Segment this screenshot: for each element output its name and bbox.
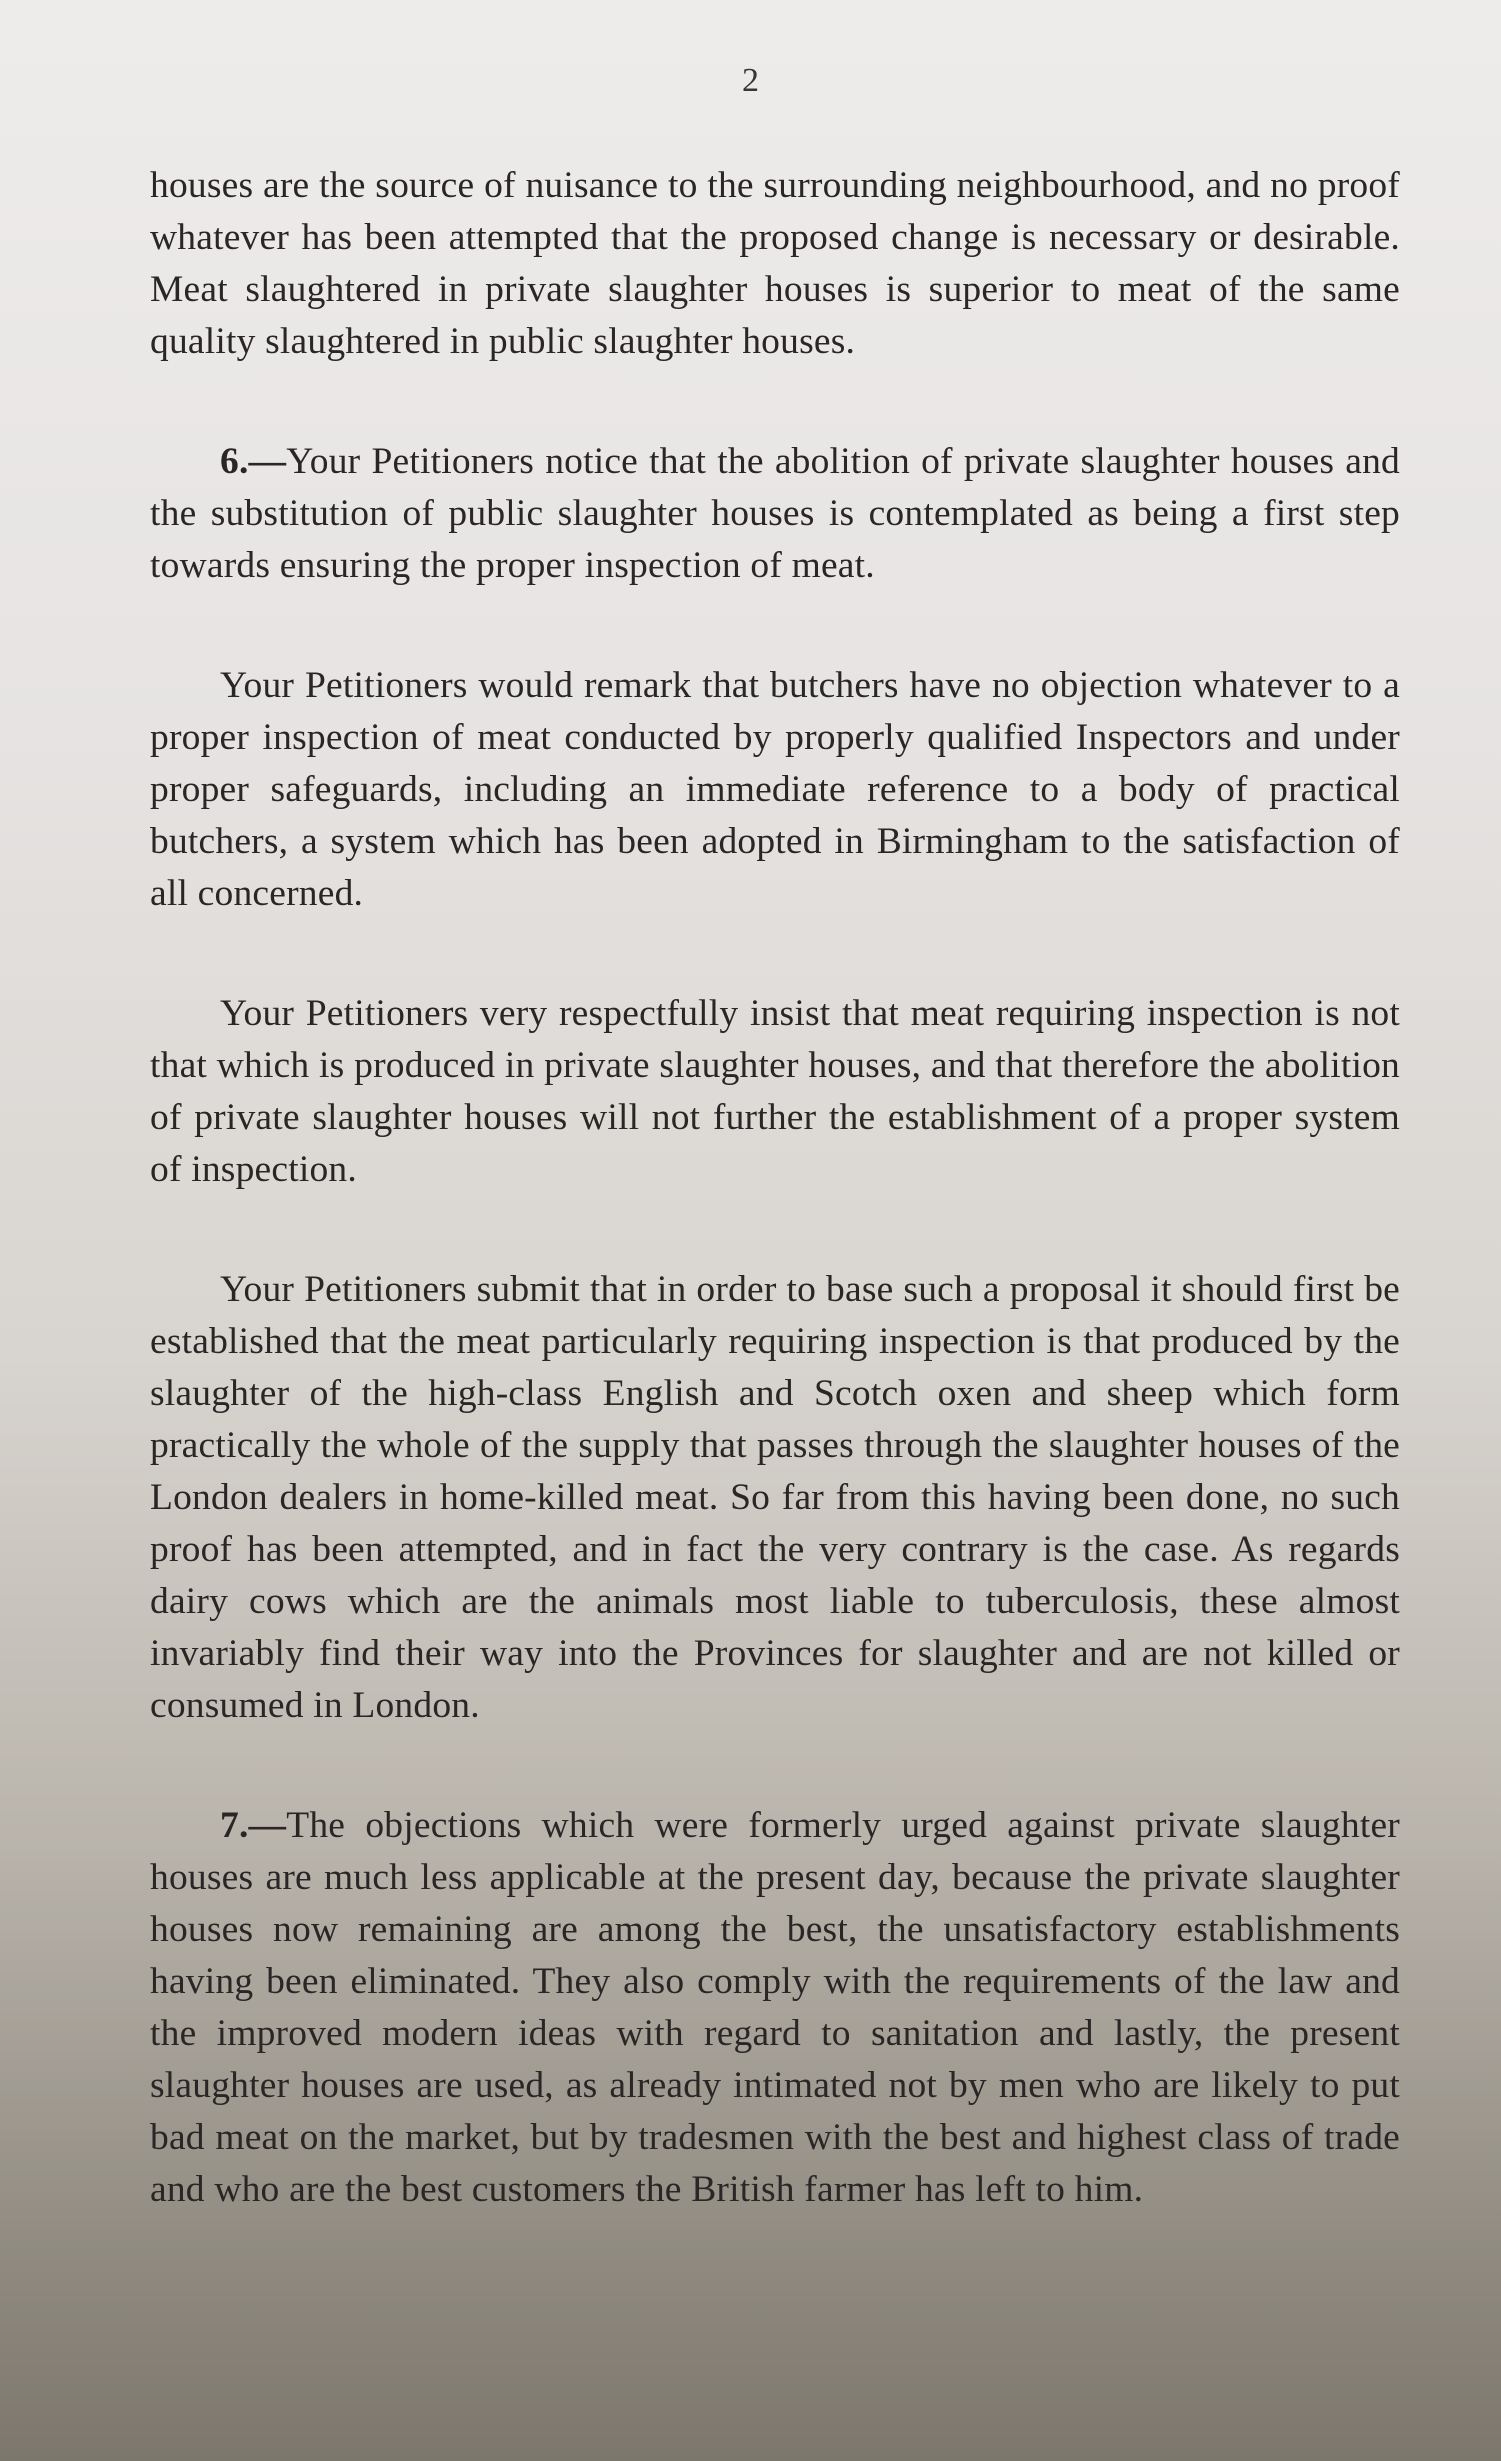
paragraph-text: Your Petitioners notice that the abolition of private slaughter houses and the substitution of public slaughter houses is contemplated as being a first step towards ensuring the proper inspection of meat. — [150, 441, 1400, 586]
paragraph-butchers-remark — [150, 660, 1400, 920]
paragraph-text: Your Petitioners very respectfully insist that meat requiring inspection is not that which is produced in private slaughter houses, and that therefore the abolition of private slaughter houses will not further the establishment of a proper system of inspection. — [150, 993, 1400, 1190]
paragraph-submit — [150, 1264, 1400, 1732]
paragraph-number: 7.— — [220, 1805, 287, 1846]
paragraph-insist — [150, 988, 1400, 1196]
paragraph-text: Your Petitioners submit that in order to base such a proposal it should first be established that the meat particularly requiring inspection is that produced by the slaughter of the high-class English and Scotch oxen and sheep which form practically the whole of the supply that passes through the slaughter houses of the London dealers in home-killed meat. So far from this having been done, no such proof has been attempted, and in fact the very contrary is the case. As regards dairy cows which are the animals most liable to tuberculosis, these almost invariably find their way into the Provinces for slaughter and are not killed or consumed in London. — [150, 1269, 1400, 1726]
paragraph-continuation — [150, 160, 1400, 368]
paragraph-7 — [150, 1800, 1400, 2216]
page-number: 2 — [742, 62, 759, 99]
paragraph-text: The objections which were formerly urged against private slaughter houses are much less applicable at the present day, because the private slaughter houses now remaining are among the best, the unsatisfactory establishments having been eliminated. They also comply with the requirements of the law and the improved modern ideas with regard to sanitation and lastly, the present slaughter houses are used, as already intimated not by men who are likely to put bad meat on the market, but by tradesmen with the best and highest class of trade and who are the best customers the British farmer has left to him. — [150, 1805, 1400, 2210]
paragraph-6 — [150, 436, 1400, 592]
paragraph-text: Your Petitioners would remark that butchers have no objection whatever to a proper inspection of meat conducted by properly qualified Inspectors and under proper safeguards, including an immediate reference to a body of practical butchers, a system which has been adopted in Birmingham to the satisfaction of all concerned. — [150, 665, 1400, 914]
petition-body — [150, 160, 1400, 2284]
paragraph-text: houses are the source of nuisance to the surrounding neighbourhood, and no proof whatever has been attempted that the proposed change is necessary or desirable. Meat slaughtered in private slaughter houses is superior to meat of the same quality slaughtered in public slaughter houses. — [150, 165, 1400, 362]
paragraph-number: 6.— — [220, 441, 287, 482]
